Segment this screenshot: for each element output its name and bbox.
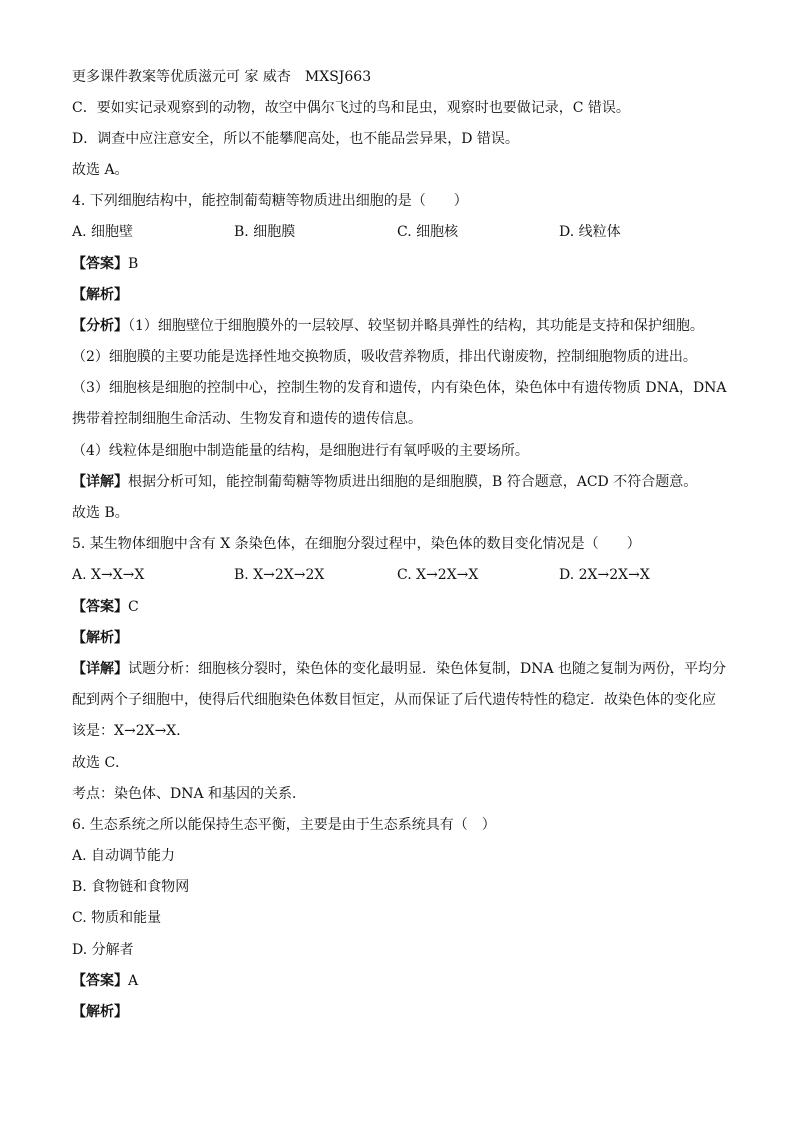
answer-value: A <box>128 973 139 989</box>
answer-tag: 【答案】 <box>72 256 128 272</box>
detail-line: 配到两个子细胞中，使得后代细胞染色体数目恒定，从而保证了后代遗传特性的稳定．故染色体的变化应 <box>72 692 716 708</box>
text-line: C．要如实记录观察到的动物，故空中偶尔飞过的鸟和昆虫，观察时也要做记录，C 错误。 <box>72 100 630 116</box>
detail-line: 该是：X→2X→X． <box>72 723 191 739</box>
answer-tag: 【答案】 <box>72 973 128 989</box>
question-4-stem: 4. 下列细胞结构中，能控制葡萄糖等物质进出细胞的是（ ） <box>72 193 468 209</box>
fenxi-line: （2）细胞膜的主要功能是选择性地交换物质，吸收营养物质，排出代谢废物，控制细胞物质的进出。 <box>72 349 697 365</box>
option-d: D. 分解者 <box>72 942 134 958</box>
option-c: C. 物质和能量 <box>72 910 162 926</box>
detail-tag: 【详解】 <box>72 474 128 490</box>
fenxi-text: （1）细胞壁位于细胞膜外的一层较厚、较坚韧并略具弹性的结构，其功能是支持和保护细胞。 <box>128 318 704 334</box>
analysis-heading <box>72 1003 734 1021</box>
detail-text: 根据分析可知，能控制葡萄糖等物质进出细胞的是细胞膜，B 符合题意，ACD 不符合题意。 <box>128 474 698 490</box>
option-d: D. 线粒体 <box>559 224 621 240</box>
option-a: A. 细胞壁 <box>72 224 134 240</box>
option-c: C. X→2X→X <box>397 567 479 583</box>
detail-line <box>72 660 734 678</box>
fenxi-line: 携带着控制细胞生命活动、生物发育和遗传的遗传信息。 <box>72 411 422 427</box>
option-b: B. 食物链和食物网 <box>72 879 190 895</box>
page-header: 更多课件教案等优质滋元可 家 威杏 MXSJ663 <box>72 69 372 85</box>
conclusion-line: 故选 B。 <box>72 505 129 521</box>
option-b: B. 细胞膜 <box>234 224 296 240</box>
answer-tag: 【答案】 <box>72 599 128 615</box>
fenxi-tag: 【分析】 <box>72 318 128 334</box>
answer-line <box>72 598 734 616</box>
analysis-tag: 【解析】 <box>72 1004 128 1020</box>
answer-value: C <box>128 599 139 615</box>
analysis-tag: 【解析】 <box>72 630 128 646</box>
detail-text: 试题分析：细胞核分裂时，染色体的变化最明显．染色体复制，DNA 也随之复制为两份，平均分 <box>128 661 727 677</box>
answer-line <box>72 255 734 273</box>
kaodian-line: 考点：染色体、DNA 和基因的关系． <box>72 786 307 802</box>
conclusion-line: 故选 C． <box>72 755 130 771</box>
analysis-heading <box>72 286 734 304</box>
option-a: A. 自动调节能力 <box>72 848 176 864</box>
option-b: B. X→2X→2X <box>234 567 325 583</box>
fenxi-line: （4）线粒体是细胞中制造能量的结构，是细胞进行有氧呼吸的主要场所。 <box>72 443 529 459</box>
option-c: C. 细胞核 <box>397 224 459 240</box>
text-line: 故选 A。 <box>72 162 129 178</box>
detail-line <box>72 473 734 491</box>
text-line: D．调查中应注意安全，所以不能攀爬高处，也不能品尝异果，D 错误。 <box>72 131 519 147</box>
fenxi-line <box>72 317 734 335</box>
fenxi-line: （3）细胞核是细胞的控制中心，控制生物的发育和遗传，内有染色体，染色体中有遗传物质 DNA，DNA <box>72 380 727 396</box>
detail-tag: 【详解】 <box>72 661 128 677</box>
question-6-stem: 6. 生态系统之所以能保持生态平衡，主要是由于生态系统具有（ ） <box>72 817 496 833</box>
answer-line <box>72 972 734 990</box>
answer-value: B <box>128 256 139 272</box>
question-5-stem: 5. 某生物体细胞中含有 X 条染色体，在细胞分裂过程中，染色体的数目变化情况是（ ） <box>72 536 641 552</box>
analysis-heading <box>72 629 734 647</box>
option-a: A. X→X→X <box>72 567 145 583</box>
option-d: D. 2X→2X→X <box>559 567 650 583</box>
analysis-tag: 【解析】 <box>72 287 128 303</box>
